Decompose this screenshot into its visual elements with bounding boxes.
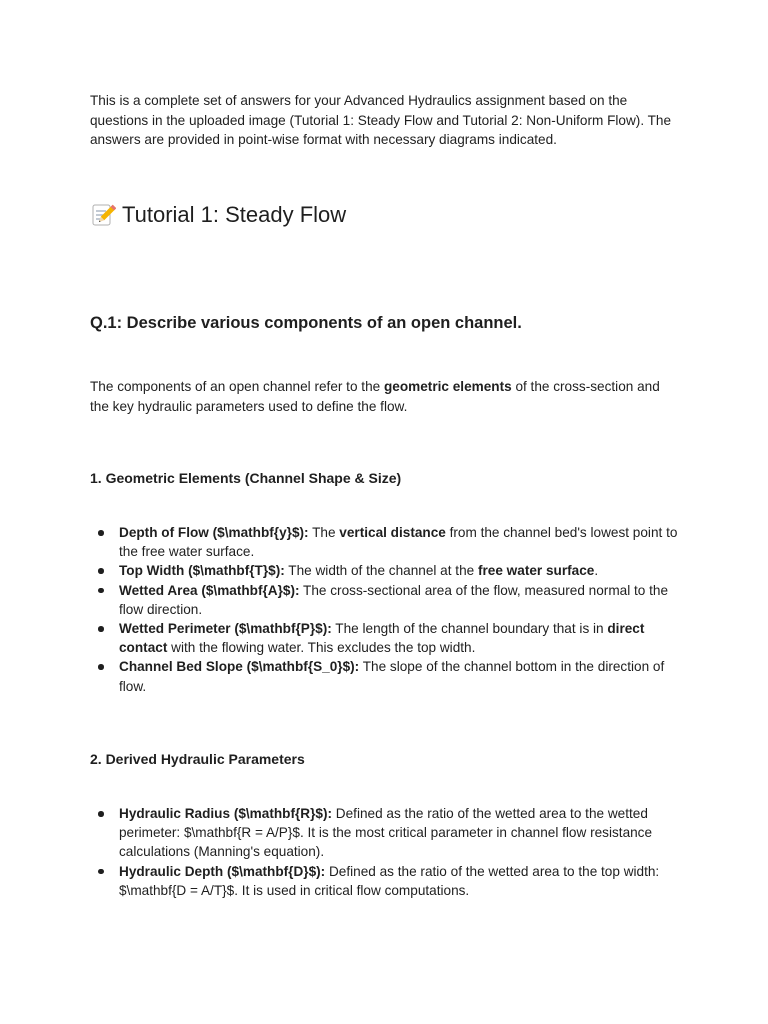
list-item	[90, 804, 680, 862]
bullet-icon	[98, 811, 104, 817]
question-heading: Q.1: Describe various components of an open channel.	[90, 314, 522, 332]
components-paragraph	[90, 377, 680, 417]
item-term: Wetted Perimeter ($\mathbf{P}$):	[119, 621, 332, 637]
item-text: with the flowing water. This excludes the top width.	[167, 640, 476, 656]
intro-paragraph: This is a complete set of answers for your Advanced Hydraulics assignment based on the questions in the uploaded image (Tutorial 1: Steady Flow and Tutorial 2: Non-Uniform Flow). The answers are provided in point-wise format with necessary diagrams indicated.	[90, 93, 672, 147]
list-item	[90, 581, 680, 619]
bullet-icon	[98, 626, 104, 632]
list-item	[90, 523, 680, 561]
memo-icon	[90, 202, 116, 228]
components-text-after: of the cross-section and the key hydraulic parameters used to define the flow.	[90, 379, 660, 414]
list-item	[90, 862, 680, 900]
item-term: Channel Bed Slope ($\mathbf{S_0}$):	[119, 659, 360, 675]
item-text: The width of the channel at the	[284, 563, 478, 579]
item-text: The length of the channel boundary that is in	[331, 621, 608, 637]
geometric-elements-list	[90, 523, 680, 696]
item-text: from the channel bed's lowest point to the free water surface.	[119, 525, 678, 560]
item-text: The slope of the channel bottom in the direction of flow.	[119, 659, 665, 694]
bullet-icon	[98, 664, 104, 670]
item-text: Defined as the ratio of the wetted area to the top width: $\mathbf{D = A/T}$. It is used in critical flow computations.	[119, 863, 660, 898]
item-term: Hydraulic Radius ($\mathbf{R}$):	[119, 806, 333, 821]
item-term: Top Width ($\mathbf{T}$):	[119, 563, 285, 579]
item-term: Hydraulic Depth ($\mathbf{D}$):	[119, 863, 326, 879]
tutorial-heading	[90, 200, 346, 230]
section-heading-geometric: 1. Geometric Elements (Channel Shape & Size)	[90, 470, 402, 486]
bullet-icon	[98, 869, 104, 875]
components-text-bold: geometric elements	[383, 379, 512, 394]
item-emphasis: vertical distance	[339, 525, 446, 540]
bullet-icon	[98, 568, 104, 574]
section-heading-derived: 2. Derived Hydraulic Parameters	[90, 751, 305, 767]
item-text: The cross-sectional area of the flow, measured normal to the flow direction.	[119, 582, 669, 617]
tutorial-title: Tutorial 1: Steady Flow	[122, 202, 347, 227]
list-item	[90, 657, 680, 695]
item-term: Wetted Area ($\mathbf{A}$):	[119, 582, 300, 598]
bullet-icon	[98, 530, 104, 536]
item-term: Depth of Flow ($\mathbf{y}$):	[119, 525, 309, 540]
item-text: Defined as the ratio of the wetted area to the wetted perimeter: $\mathbf{R = A/P}$. It is the most critical parameter in channel flow resistance calculations (Manning's equation).	[119, 806, 653, 860]
item-emphasis: free water surface	[477, 563, 595, 579]
components-text-before: The components of an open channel refer to the	[90, 379, 384, 394]
item-text: The	[308, 525, 340, 540]
derived-parameters-list	[90, 804, 680, 900]
list-item	[90, 619, 680, 657]
item-emphasis: direct contact	[119, 621, 645, 656]
bullet-icon	[98, 588, 104, 594]
item-text: .	[594, 563, 599, 579]
list-item	[90, 561, 680, 580]
